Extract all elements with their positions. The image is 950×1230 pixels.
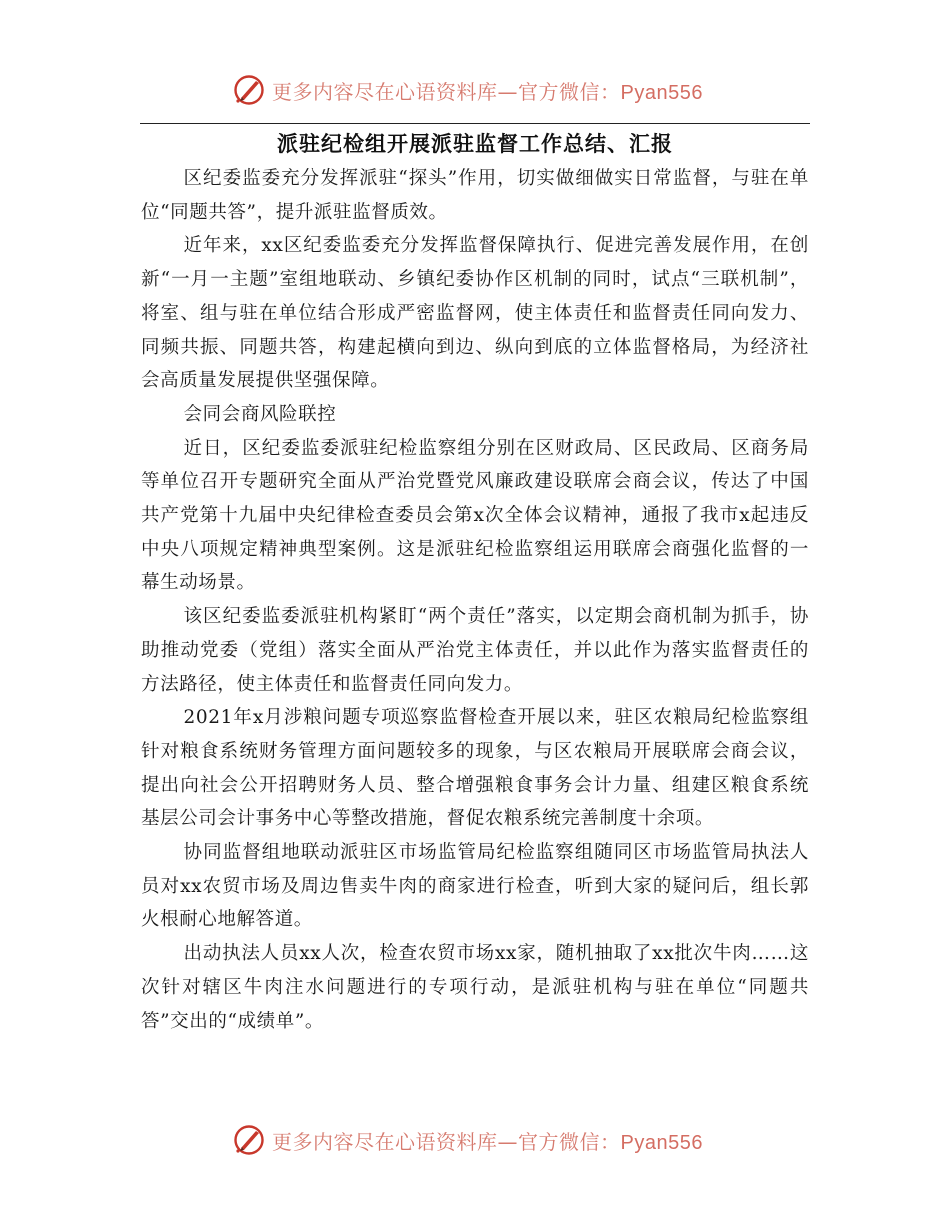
document-body — [141, 162, 809, 1038]
banner-caption: 更多内容尽在心语资料库—官方微信： — [272, 1129, 621, 1154]
banner-text — [272, 1126, 703, 1155]
paragraph: 该区纪委监委派驻机构紧盯“两个责任”落实，以定期会商机制为抓手，协助推动党委（党组）落实全面从严治党主体责任，并以此作为落实监督责任的方法路径，使主体责任和监督责任同向发力。 — [141, 606, 809, 695]
banner-caption: 更多内容尽在心语资料库—官方微信： — [272, 79, 621, 104]
paragraph: 近年来，xx区纪委监委充分发挥监督保障执行、促进完善发展作用，在创新“一月一主题”室组地联动、乡镇纪委协作区机制的同时，试点“三联机制”，将室、组与驻在单位结合形成严密监督网，使主体责任和监督责任同向发力、同频共振、同题共答，构建起横向到边、纵向到底的立体监督格局，为经济社会高质量发展提供坚强保障。 — [141, 235, 809, 392]
wechat-id: Pyan556 — [620, 81, 703, 104]
quill-pen-circle-icon — [232, 73, 266, 107]
footer-banner — [232, 1120, 732, 1160]
banner-text — [272, 76, 703, 105]
section-heading: 会同会商风险联控 — [183, 403, 337, 425]
paragraph: 协同监督组地联动派驻区市场监管局纪检监察组随同区市场监管局执法人员对xx农贸市场及周边售卖牛肉的商家进行检查，听到大家的疑问后，组长郭火根耐心地解答道。 — [141, 842, 809, 931]
header-rule — [140, 123, 810, 124]
header-banner — [232, 70, 732, 110]
paragraph: 区纪委监委充分发挥派驻“探头”作用，切实做细做实日常监督，与驻在单位“同题共答”，提升派驻监督质效。 — [141, 168, 809, 223]
document-title: 派驻纪检组开展派驻监督工作总结、汇报 — [277, 132, 673, 156]
paragraph: 近日，区纪委监委派驻纪检监察组分别在区财政局、区民政局、区商务局等单位召开专题研究全面从严治党暨党风廉政建设联席会商会议，传达了中国共产党第十九届中央纪律检查委员会第x次全体会议精神，通报了我市x起违反中央八项规定精神典型案例。这是派驻纪检监察组运用联席会商强化监督的一幕生动场景。 — [141, 437, 809, 594]
quill-pen-circle-icon — [232, 1123, 266, 1157]
paragraph: 2021年x月涉粮问题专项巡察监督检查开展以来，驻区农粮局纪检监察组针对粮食系统财务管理方面问题较多的现象，与区农粮局开展联席会商会议，提出向社会公开招聘财务人员、整合增强粮食事务会计力量、组建区粮食系统基层公司会计事务中心等整改措施，督促农粮系统完善制度十余项。 — [141, 707, 809, 830]
paragraph: 出动执法人员xx人次，检查农贸市场xx家，随机抽取了xx批次牛肉……这次针对辖区牛肉注水问题进行的专项行动，是派驻机构与驻在单位“同题共答”交出的“成绩单”。 — [141, 943, 809, 1032]
wechat-id: Pyan556 — [620, 1131, 703, 1154]
